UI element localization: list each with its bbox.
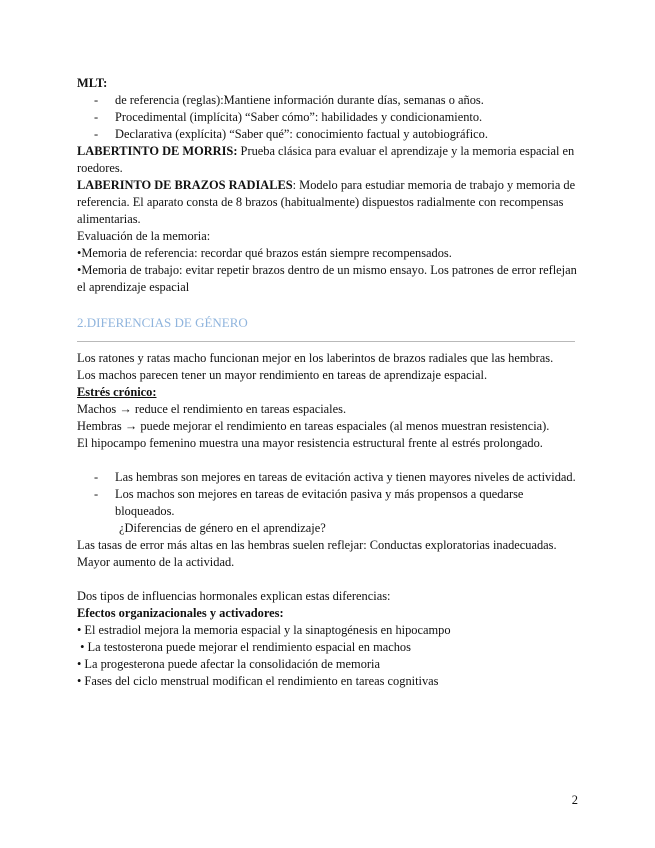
evaluation-reference: •Memoria de referencia: recordar qué brazos están siempre recompensados. (77, 246, 452, 260)
mlt-title: MLT: (77, 76, 108, 90)
effect-item: • Fases del ciclo menstrual modifican el rendimiento en tareas cognitivas (77, 674, 439, 688)
stress-title: Estrés crónico: (77, 385, 157, 399)
page-number: 2 (571, 793, 578, 807)
question-line: ¿Diferencias de género en el aprendizaje? (119, 521, 326, 535)
stress-males: Machos → reduce el rendimiento en tareas espaciales. (77, 402, 347, 416)
activity-line: Mayor aumento de la actividad. (77, 555, 235, 569)
morris-text: Prueba clásica para evaluar el aprendizaje y la memoria espacial en roedores. (77, 144, 575, 175)
radial-text: : Modelo para estudiar memoria de trabajo y memoria de referencia. El aparato consta de 8 brazos (habitualmente) dispuestos radialmente con recompensas alimentarias. (77, 178, 576, 226)
stress-females: Hembras → puede mejorar el rendimiento en tareas espaciales (al menos muestran resistencia). (77, 419, 550, 433)
document-page (77, 75, 582, 690)
gender-list (77, 469, 582, 520)
effect-item: • El estradiol mejora la memoria espacial y la sinaptogénesis en hipocampo (77, 623, 451, 637)
list-item: - Los machos son mejores en tareas de evitación pasiva y más propensos a quedarse bloqueados. (94, 487, 524, 518)
evaluation-title: Evaluación de la memoria: (77, 229, 211, 243)
section-paragraph: Los ratones y ratas macho funcionan mejor en los laberintos de brazos radiales que las hembras. (77, 351, 554, 365)
list-item: - Declarativa (explícita) “Saber qué”: conocimiento factual y autobiográfico. (94, 127, 488, 141)
evaluation-working: •Memoria de trabajo: evitar repetir brazos dentro de un mismo ensayo. Los patrones de error reflejan el aprendizaje espacial (77, 263, 577, 294)
list-item: - Procedimental (implícita) “Saber cómo”: habilidades y condicionamiento. (94, 110, 483, 124)
section-heading: 2.DIFERENCIAS DE GÉNERO (77, 315, 248, 330)
list-item: - de referencia (reglas):Mantiene información durante días, semanas o años. (94, 93, 484, 107)
radial-paragraph (77, 177, 582, 228)
section-paragraph: Los machos parecen tener un mayor rendimiento en tareas de aprendizaje espacial. (77, 368, 488, 382)
effect-item: • La progesterona puede afectar la consolidación de memoria (77, 657, 380, 671)
effects-title: Efectos organizacionales y activadores: (77, 606, 284, 620)
morris-label: LABERTINTO DE MORRIS: (77, 144, 238, 158)
section-divider (77, 341, 575, 342)
effect-item: • La testosterona puede mejorar el rendimiento espacial en machos (77, 640, 411, 654)
morris-paragraph (77, 143, 582, 177)
error-rates: Las tasas de error más altas en las hembras suelen reflejar: Conductas exploratorias inadecuadas. (77, 538, 557, 552)
mlt-list (77, 92, 582, 143)
list-item: - Las hembras son mejores en tareas de evitación activa y tienen mayores niveles de actividad. (94, 470, 576, 484)
radial-label: LABERINTO DE BRAZOS RADIALES (77, 178, 293, 192)
hormonal-intro: Dos tipos de influencias hormonales explican estas diferencias: (77, 589, 391, 603)
stress-hippocampus: El hipocampo femenino muestra una mayor resistencia estructural frente al estrés prolongado. (77, 436, 543, 450)
